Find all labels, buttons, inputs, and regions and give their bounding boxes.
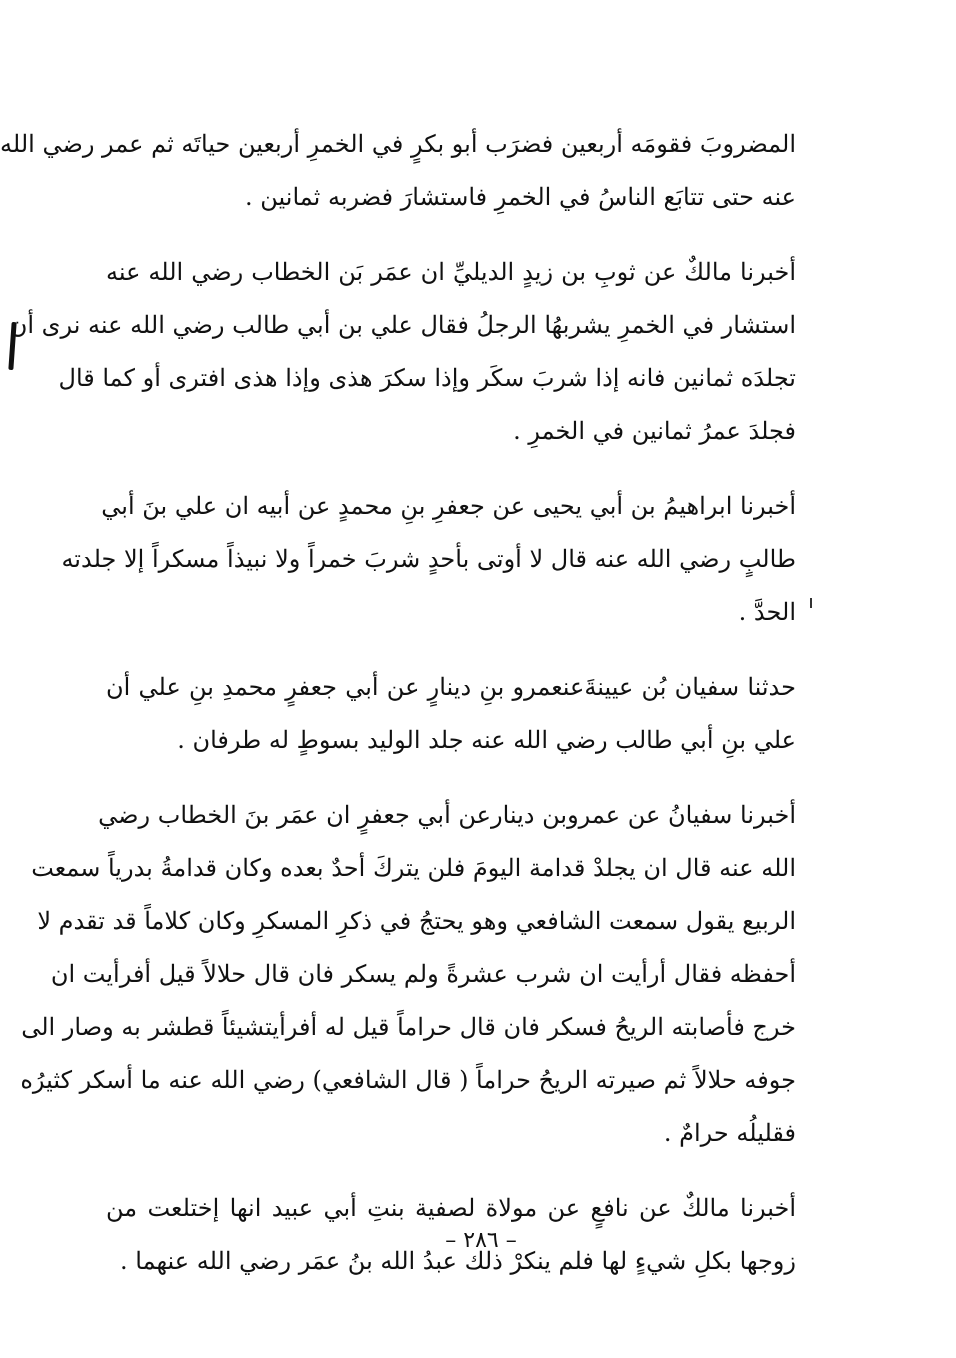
text-line: المضروبَ فقومَه أربعين فضرَب أبو بكرٍ في الخمرِ أربعين حياتَه ثم عمر رضي الله: [0, 130, 796, 158]
paragraph-1: [0, 118, 796, 224]
text-line: أحفظه فقال أرأيت ان شرب عشرةً ولم يسكر فان قال حلالاً قيل أفرأيت ان: [50, 960, 796, 988]
text-line: حدثنا سفيان بُن عيينةَعنعمرو بنِ دينارٍ عن أبي جعفرٍ محمدِ بنِ علي أن: [106, 673, 796, 701]
text-line: أخبرنا مالكٌ عن نافعٍ عن مولاة لصفية بنتِ أبي عبيد انها إختلعت من: [106, 1194, 796, 1222]
text-line: الحدَّ .: [738, 598, 796, 626]
text-line: خرج فأصابته الريحُ فسكر فان قال حراماً قيل له أفرأيتشيئاً قطشر به وصار الى: [21, 1013, 796, 1041]
paragraph-3: [61, 480, 796, 639]
page-number: – ٢٨٦ –: [445, 1228, 517, 1253]
text-line: جوفه حلالاً ثم صيرته الريحُ حراماً ( قال الشافعي) رضي الله عنه ما أسكر كثيرُه: [20, 1066, 796, 1094]
text-line: علي بنِ أبي طالب رضي الله عنه جلد الوليد بسوطٍ له طرفان .: [177, 726, 796, 754]
text-line: زوجها بكلِ شيءٍ لها فلم ينكرْ ذلك عبدُ الله بنُ عمَر رضي الله عنهما .: [120, 1247, 796, 1275]
text-line: أخبرنا مالكٌ عن ثوبِ بن زيدٍ الديليِّ ان عمَر بَن الخطاب رضي الله عنه: [106, 258, 796, 286]
text-line: عنه حتى تتابَع الناسُ في الخمرِ فاستشارَ فضربه ثمانين .: [245, 183, 796, 211]
text-line: استشار في الخمرِ يشربهُا الرجلُ فقال علي بن أبي طالب رضي الله عنه نرى أن: [9, 311, 796, 339]
text-line: الله عنه قال ان يجلدْ قدامة اليومَ فلن يتركَ أحدٌ بعده وكان قدامةُ بدرياً سمعت: [31, 854, 796, 882]
text-line: أخبرنا ابراهيمُ بن أبي يحيى عن جعفرِ بنِ محمدٍ عن أبيه ان علي بنَ أبي: [101, 492, 796, 520]
text-line: طالبٍ رضي الله عنه قال لا أوتى بأحدٍ شربَ خمراً ولا نبيذاً مسكراً إلا جلدته: [61, 545, 796, 573]
text-line: الربيع يقول سمعت الشافعي وهو يحتجُ في ذكرِ المسكرِ وكان كلاماً قد تقدم لا: [37, 907, 796, 935]
page-body: [0, 118, 796, 1310]
page-speck: [810, 598, 812, 608]
text-line: فقليلُه حرامٌ .: [663, 1119, 796, 1147]
text-line: فجلدَ عمرُ ثمانين في الخمرِ .: [513, 417, 796, 445]
paragraph-5: [20, 789, 796, 1160]
paragraph-4: [106, 661, 796, 767]
paragraph-2: [9, 246, 796, 458]
text-line: أخبرنا سفيانُ عن عمروبن دينارعن أبي جعفرٍ ان عمَر بنَ الخطاب رضي: [98, 801, 796, 829]
text-line: تجلدَه ثمانين فانه إذا شربَ سكَر وإذا سكرَ هذى وإذا هذى افترى أو كما قال: [58, 364, 796, 392]
